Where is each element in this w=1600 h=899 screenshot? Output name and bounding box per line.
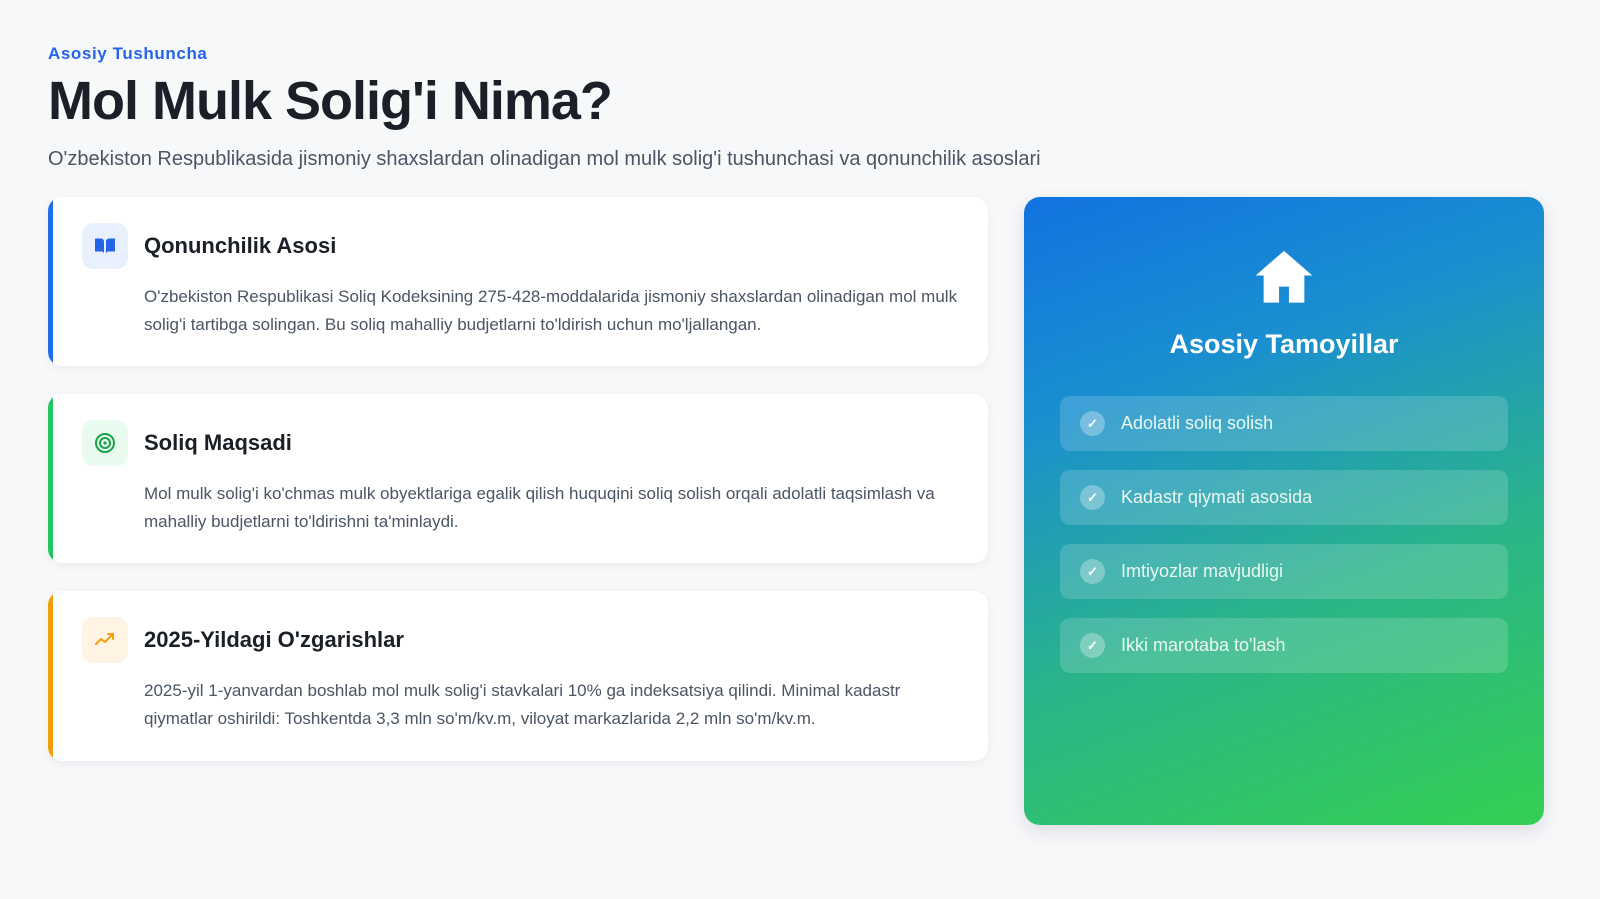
principles-list [1060, 396, 1508, 673]
page-title: Mol Mulk Solig'i Nima? [48, 71, 612, 131]
list-item-label: Adolatli soliq solish [1121, 413, 1274, 434]
card-body-text: O'zbekiston Respublikasi Soliq Kodeksining 275-428-moddalarida jismoniy shaxslardan olinadigan mol mulk solig'i tartibga solingan. Bu soliq mahalliy budjetlarni to'ldirish uchun mo'ljallangan. [144, 287, 958, 334]
panel-title: Asosiy Tamoyillar [1169, 329, 1399, 360]
target-icon [82, 420, 128, 466]
card-accent-bar [48, 394, 53, 563]
list-item [1060, 544, 1508, 599]
card-body-text: Mol mulk solig'i ko'chmas mulk obyektlariga egalik qilish huquqini soliq solish orqali adolatli taqsimlash va mahalliy budjetlarni to'ldirishni ta'minlaydi. [144, 484, 935, 531]
home-icon [1060, 241, 1508, 315]
list-item-label: Imtiyozlar mavjudligi [1121, 561, 1284, 582]
check-icon: ✓ [1080, 559, 1105, 584]
card-header [82, 617, 958, 663]
eyebrow-label: Asosiy Tushuncha [48, 44, 208, 63]
card-title: 2025-Yildagi O'zgarishlar [144, 627, 404, 653]
book-icon [82, 223, 128, 269]
page-subtitle: O'zbekiston Respublikasida jismoniy shaxslardan olinadigan mol mulk solig'i tushunchasi va qonunchilik asoslari [48, 148, 1041, 171]
list-item-label: Ikki marotaba to'lash [1121, 635, 1286, 656]
chart-line-icon [82, 617, 128, 663]
list-item [1060, 470, 1508, 525]
check-icon: ✓ [1080, 411, 1105, 436]
list-item [1060, 396, 1508, 451]
principles-panel [1024, 197, 1544, 825]
card-header [82, 420, 958, 466]
list-item [1060, 618, 1508, 673]
check-icon: ✓ [1080, 633, 1105, 658]
card-accent-bar [48, 591, 53, 760]
card-qonunchilik-asosi [48, 197, 988, 366]
card-title: Qonunchilik Asosi [144, 233, 337, 259]
card-2025-ozgarishlar [48, 591, 988, 760]
card-soliq-maqsadi [48, 394, 988, 563]
card-body-text: 2025-yil 1-yanvardan boshlab mol mulk solig'i stavkalari 10% ga indeksatsiya qilindi. Minimal kadastr qiymatlar oshirildi: Toshkentda 3,3 mln so'm/kv.m, viloyat markazlarida 2,2 mln so'm/kv.m. [144, 681, 901, 728]
card-header [82, 223, 958, 269]
content-area [48, 197, 1552, 825]
card-accent-bar [48, 197, 53, 366]
check-icon: ✓ [1080, 485, 1105, 510]
card-title: Soliq Maqsadi [144, 430, 292, 456]
list-item-label: Kadastr qiymati asosida [1121, 487, 1313, 508]
cards-column [48, 197, 988, 760]
